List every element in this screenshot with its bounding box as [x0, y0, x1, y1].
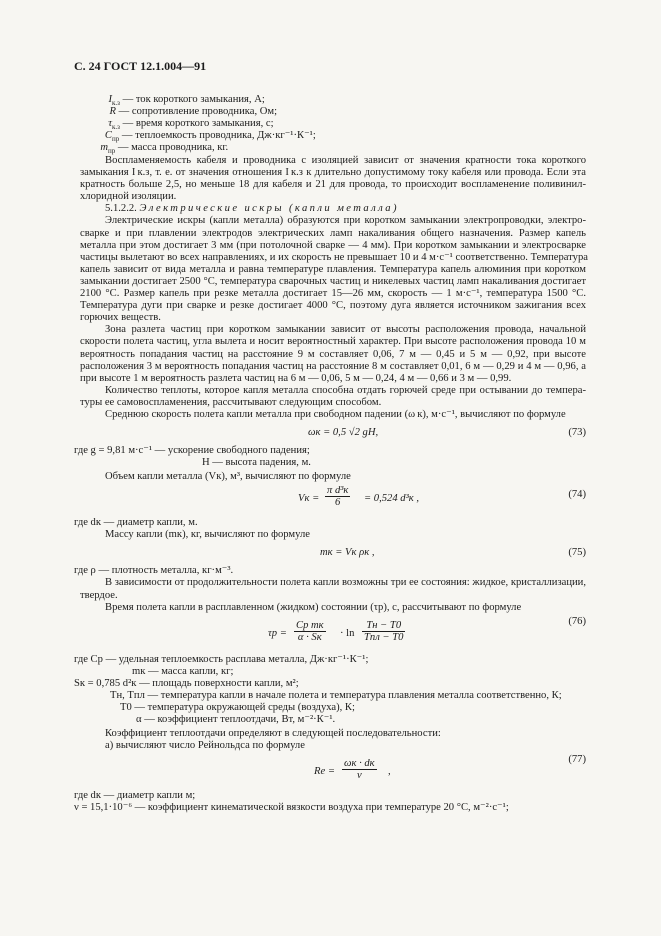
text-line: капель зависит от вида металла и равна температуре плавления. Температура капель алюминия при коротком	[80, 263, 586, 275]
text-line: Массу капли (mк), кг, вычисляют по формуле	[105, 529, 310, 541]
equation-73	[80, 421, 586, 445]
variable-list	[80, 94, 586, 154]
text-line: кратность больше 2,5, но меньше 18 для кабеля и 21 для провода, то происходит воспламенение поливинил-	[80, 179, 586, 191]
text-line: а) вычисляют число Рейнольдса по формуле	[105, 739, 305, 751]
text-line: Объем капли металла (Vк), м³, вычисляют по формуле	[105, 471, 351, 483]
var-item: R — сопротивление проводника, Ом;	[109, 106, 278, 118]
equation-number: (76)	[568, 615, 586, 627]
equation-number: (75)	[568, 547, 586, 559]
text-line: при высоте 1 м вероятность разлета частиц на 6 м — 0,06, 5 м — 0,24, 4 м — 0,66 и 3 м — 0,99.	[80, 372, 512, 384]
equation-number: (77)	[568, 753, 586, 765]
equation-77: Re = ωк · dк ν , (77)	[314, 753, 586, 781]
text-line: Среднюю скорость полета капли металла при свободном падении (ω к), м·с⁻¹, вычисляют по формуле	[105, 408, 566, 420]
text-line: 2100 °С. Размер капель при резке металла достигает 15—26 мм, скорость — 1 м·с⁻¹, температура 1500 °С.	[80, 288, 586, 300]
text-line: Воспламеняемость кабеля и проводника с изоляцией зависит от значения кратности тока короткого	[105, 155, 586, 166]
equation-74: Vк = π d³к 6 = 0,524 d³к , (74)	[298, 485, 586, 509]
var-item: $m_{пр}$ — масса проводника, кг.	[100, 142, 229, 156]
text-line: Количество теплоты, которое капля металла способна отдать горючей среде при остывании до темпера-	[105, 384, 586, 396]
text-line: частицы вылетают во всех направлениях, и их скорость не превышает 10 и 4 м·с⁻¹ соответственно. Температура	[80, 251, 588, 263]
var-item: $C_{пр}$ — теплоемкость проводника, Дж·кг⁻¹·К⁻¹;	[104, 130, 316, 144]
text-line: металла при этом достигает 3 мм (при потолочной сварке — 4 мм). При коротком замыкании и электросварке	[80, 239, 586, 251]
equation-number: (73)	[568, 427, 586, 439]
definitions-73: где g = 9,81 м·с⁻¹ — ускорение свободного падения; H — высота падения, м.	[74, 445, 311, 469]
text-line: замыкания I к.з, т. е. от значения отношения I к.з к длительно допустимому току кабеля или провода. Если эта	[80, 167, 586, 179]
text-line: Температура дуги при сварке и резке достигает 4000 °С, поэтому дуга является источником зажигания всех	[80, 300, 586, 312]
section-heading: 5.1.2.2. Электрические искры (капли металла)	[105, 203, 399, 215]
text-line: Электрические искры (капли металла) образуются при коротком замыкании электропроводки, электро-	[105, 215, 586, 227]
text-line: твердое.	[80, 589, 118, 601]
equation-number: (74)	[568, 489, 586, 501]
body-text	[74, 155, 588, 816]
text-line: туры ее самовоспламенения, рассчитывают следующим способом.	[80, 396, 382, 408]
page-header: С. 24 ГОСТ 12.1.004—91	[74, 59, 207, 73]
text-line: сварке и при плавлении электродов электрических ламп накаливания общего назначения. Размер капель	[80, 227, 586, 239]
text-line: горючих веществ.	[80, 312, 161, 324]
definition-line: где ρ — плотность металла, кг·м⁻³.	[74, 565, 234, 577]
text-line: Коэффициент теплоотдачи определяют в следующей последовательности:	[105, 727, 441, 739]
equation-76: τр = Cр mк α · Sк · ln Tн − T0 Tпл − T0 (76)	[268, 615, 586, 643]
definitions-76: где Cр — удельная теплоемкость расплава металла, Дж·кг⁻¹·К⁻¹; mк — масса капли, кг; Sк = 0,785 d²к — площадь поверхности капли, м²; Tн, Tпл — температура капли в начале полета и температура плавления металла соответственно, К; T0 — температура окружающей среды (воздуха), К; α — коэффициент теплоотдачи, Вт, м⁻²·К⁻¹.	[74, 653, 562, 725]
definition-line: где dк — диаметр капли, м.	[74, 517, 198, 529]
var-item: $I_{к.з}$ — ток короткого замыкания, А;	[108, 94, 265, 108]
text-line: Зона разлета частиц при коротком замыкании зависит от высоты расположения провода, начальной	[105, 324, 586, 336]
text-line: Время полета капли в расплавленном (жидком) состоянии (τр), с, рассчитывают по формуле	[105, 601, 522, 613]
equation-formula: ωк = 0,5 √2 gH,	[308, 427, 379, 439]
var-item: $\tau_{к.з}$ — время короткого замыкания, с;	[108, 118, 274, 132]
text-line: скорости полета частиц, угла вылета и носит вероятностный характер. При высоте расположения провода 10 м	[80, 336, 586, 348]
text-line: В зависимости от продолжительности полета капли возможны три ее состояния: жидкое, кристаллизации,	[105, 577, 586, 589]
equation-75: mк = Vк ρк , (75)	[320, 547, 586, 559]
definitions-77: где dк — диаметр капли м; ν = 15,1·10⁻⁶ — коэффициент кинематической вязкости воздуха при температуре 20 °С, м⁻²·с⁻¹;	[74, 789, 509, 813]
text-line: вероятность попадания частиц на расстояние 9 м составляет 0,06, 7 м — 0,45 и 5 м — 0,92, при высоте	[80, 348, 586, 360]
text-line: замыкании достигает 2500 °С, температура сварочных частиц и никелевых частиц ламп накаливания достигает	[80, 275, 586, 287]
text-line: хлоридной изоляции.	[80, 191, 177, 203]
text-line: расположения 3 м вероятность попадания частиц на расстояние 8 м составляет 0,01, 6 м — 0,29 и 4 м — 0,96, а	[80, 360, 586, 372]
